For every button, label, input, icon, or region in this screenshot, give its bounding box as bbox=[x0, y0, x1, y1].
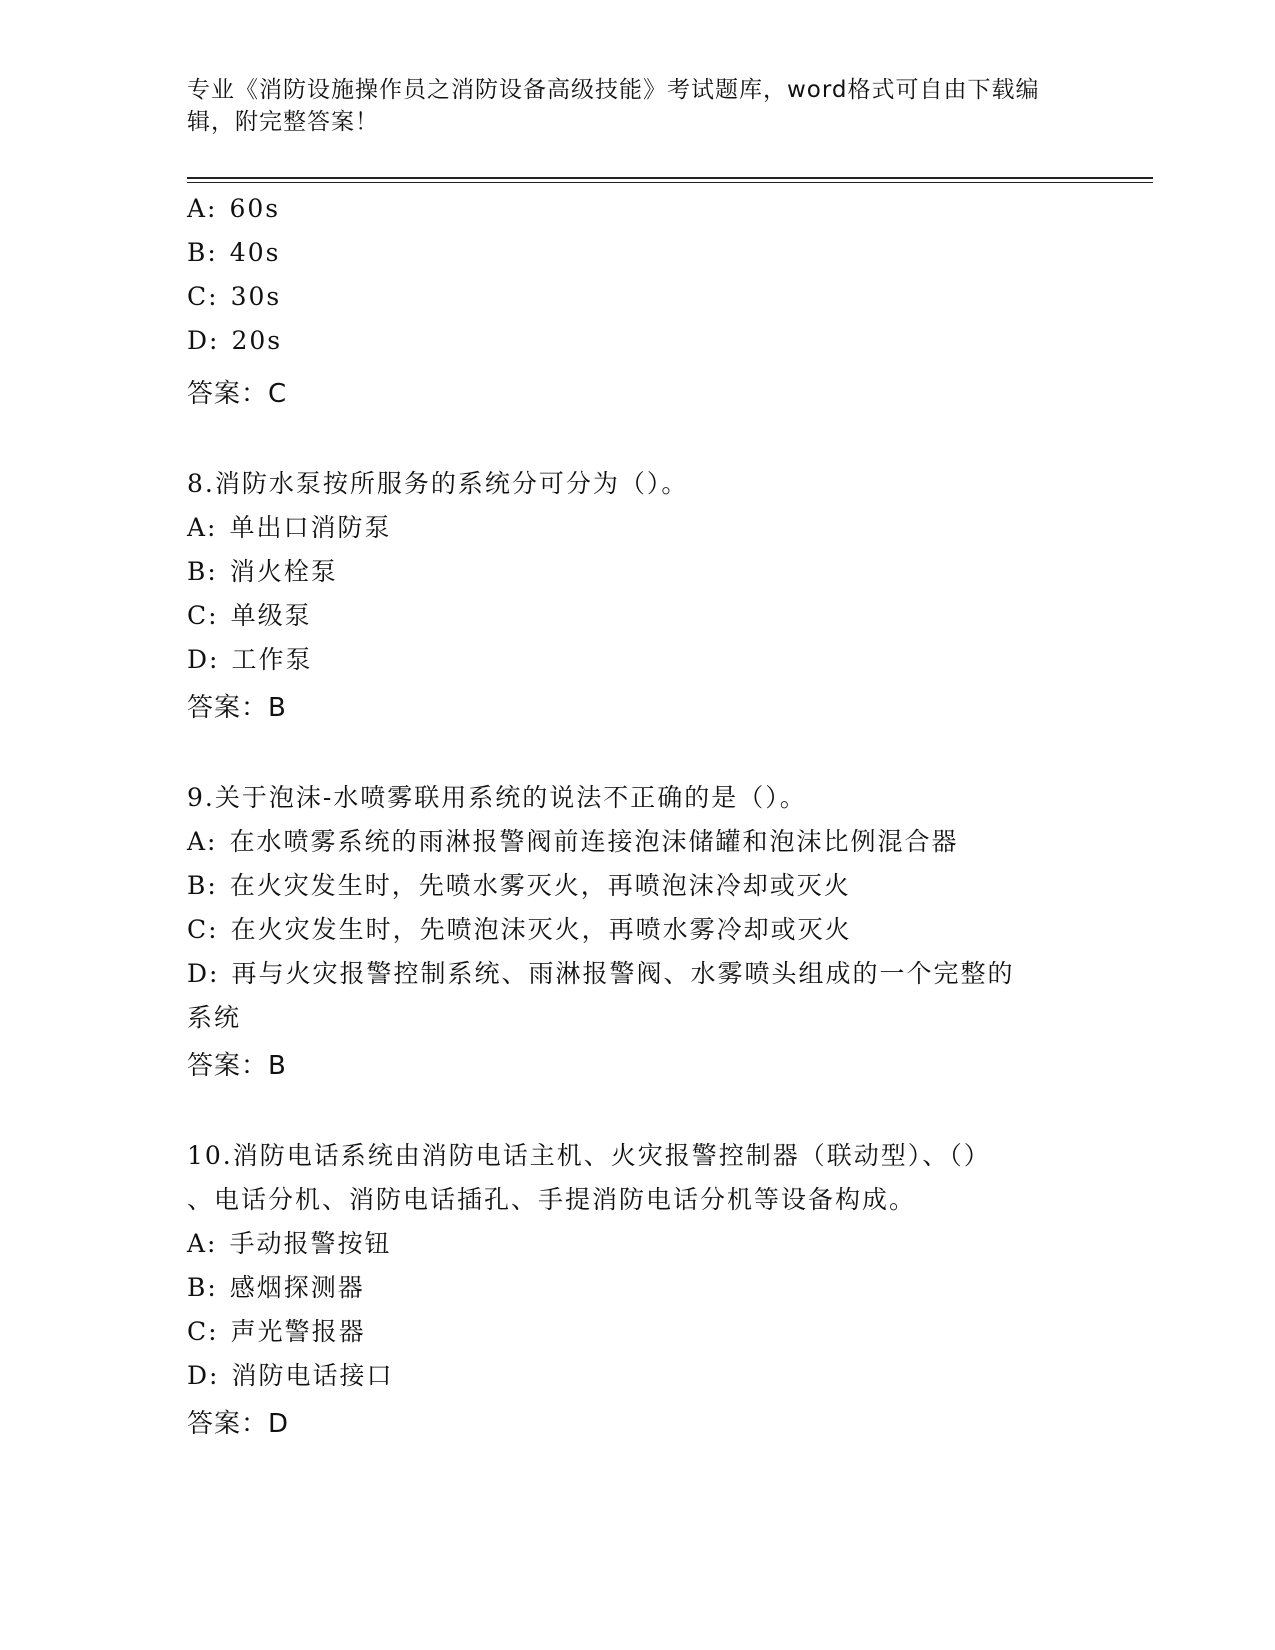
q9-option-b: B: 在火灾发生时，先喷水雾灭火，再喷泡沫冷却或灭火 bbox=[187, 871, 851, 900]
q10-question-line-1: 10.消防电话系统由消防电话主机、火灾报警控制器（联动型）、（） bbox=[187, 1141, 991, 1170]
q8-question: 8.消防水泵按所服务的系统分可分为（）。 bbox=[187, 469, 689, 498]
q8-option-b: B: 消火栓泵 bbox=[187, 557, 338, 586]
q9-question: 9.关于泡沫-水喷雾联用系统的说法不正确的是（）。 bbox=[187, 783, 807, 812]
q10-option-d: D: 消防电话接口 bbox=[187, 1361, 394, 1390]
q9-option-d: D: 再与火灾报警控制系统、雨淋报警阀、水雾喷头组成的一个完整的 bbox=[187, 959, 1015, 988]
q9-option-d-continuation: 系统 bbox=[187, 1003, 242, 1032]
q7-answer: 答案：C bbox=[187, 379, 288, 409]
q7-option-a: A: 60s bbox=[187, 194, 281, 223]
q9-option-a: A: 在水喷雾系统的雨淋报警阀前连接泡沫储罐和泡沫比例混合器 bbox=[187, 827, 959, 856]
header-divider-thin bbox=[187, 182, 1153, 183]
q10-option-c: C: 声光警报器 bbox=[187, 1317, 366, 1346]
q7-option-c: C: 30s bbox=[187, 282, 282, 311]
q8-answer: 答案：B bbox=[187, 693, 287, 723]
header-divider-thick bbox=[187, 177, 1153, 179]
q8-option-d: D: 工作泵 bbox=[187, 645, 313, 674]
q10-answer: 答案：D bbox=[187, 1409, 290, 1439]
q9-option-c: C: 在火灾发生时，先喷泡沫灭火，再喷水雾冷却或灭火 bbox=[187, 915, 852, 944]
header-line-1: 专业《消防设施操作员之消防设备高级技能》考试题库，word格式可自由下载编 bbox=[187, 77, 1040, 103]
q10-option-a: A: 手动报警按钮 bbox=[187, 1229, 392, 1258]
q7-option-b: B: 40s bbox=[187, 238, 281, 267]
document-header bbox=[187, 74, 1067, 138]
q8-option-a: A: 单出口消防泵 bbox=[187, 513, 392, 542]
q8-option-c: C: 单级泵 bbox=[187, 601, 312, 630]
q7-option-d: D: 20s bbox=[187, 326, 283, 355]
q9-answer: 答案：B bbox=[187, 1051, 287, 1081]
q10-question-line-2: 、电话分机、消防电话插孔、手提消防电话分机等设备构成。 bbox=[187, 1185, 917, 1214]
header-line-2: 辑，附完整答案！ bbox=[187, 109, 379, 135]
q10-option-b: B: 感烟探测器 bbox=[187, 1273, 365, 1302]
